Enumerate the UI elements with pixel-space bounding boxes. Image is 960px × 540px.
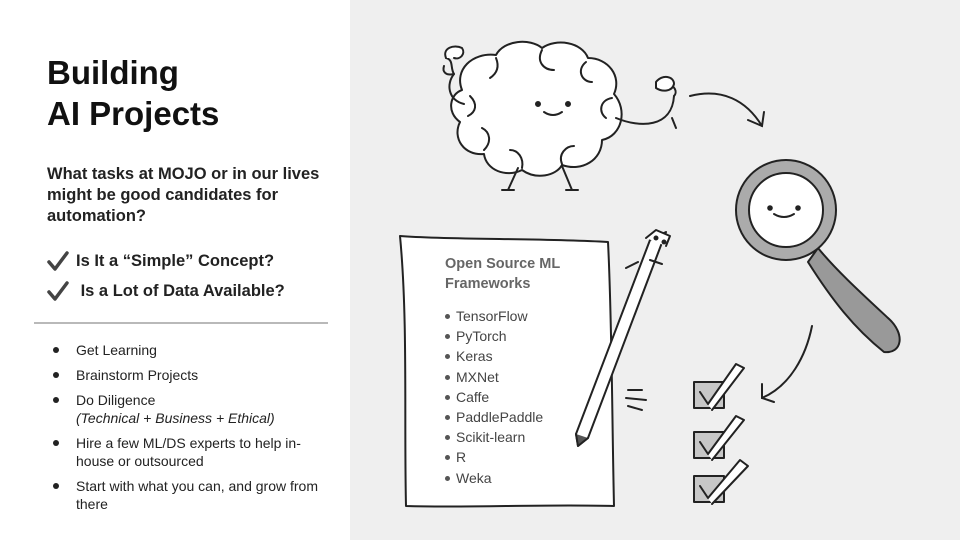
- check-label: Is a Lot of Data Available?: [76, 281, 285, 300]
- left-panel: [0, 0, 350, 540]
- list-item: [53, 366, 323, 384]
- bullet-list: [53, 341, 323, 520]
- framework-name: Weka: [456, 469, 492, 486]
- framework-name: Caffe: [456, 388, 490, 405]
- bullet-text: Hire a few ML/DS experts to help in-house or outsourced: [76, 435, 301, 469]
- list-item: [445, 346, 595, 366]
- bullet-icon: [445, 375, 450, 380]
- bullet-icon: [53, 397, 59, 403]
- question-text: What tasks at MOJO or in our lives might be good candidates for automation?: [47, 165, 320, 225]
- illustration-canvas: [350, 0, 960, 540]
- list-item: [53, 434, 323, 470]
- arrow-icon: [690, 94, 764, 126]
- list-item: [53, 477, 323, 513]
- framework-name: Keras: [456, 348, 493, 365]
- brain-icon: [443, 42, 676, 190]
- framework-name: R: [456, 449, 467, 466]
- list-item: [445, 367, 595, 387]
- bullet-icon: [445, 395, 450, 400]
- bullet-icon: [53, 347, 59, 353]
- list-item: [445, 306, 595, 326]
- framework-name: TensorFlow: [456, 308, 528, 324]
- bullet-text: Do Diligence: [76, 392, 156, 408]
- bullet-icon: [53, 483, 59, 489]
- magnifying-glass-icon: [736, 160, 900, 352]
- list-item: [445, 427, 595, 447]
- bullet-icon: [53, 372, 59, 378]
- bullet-icon: [445, 334, 450, 339]
- check-label: Is It a “Simple” Concept?: [76, 251, 275, 270]
- framework-name: Scikit-learn: [456, 429, 526, 446]
- framework-list: [445, 306, 595, 488]
- checkmark-icon: [47, 250, 69, 272]
- check-item-simple-concept: [47, 250, 274, 272]
- bullet-icon: [445, 354, 450, 359]
- framework-name: PyTorch: [456, 328, 507, 345]
- checklist-icon: [694, 364, 748, 504]
- list-item: [53, 391, 323, 427]
- framework-name: MXNet: [456, 368, 499, 385]
- title-line-1: Building: [47, 54, 179, 91]
- title-line-2: AI Projects: [47, 95, 220, 132]
- bullet-text: Start with what you can, and grow from there: [76, 478, 318, 512]
- list-item: [445, 326, 595, 346]
- check-item-data-available: [47, 280, 285, 302]
- divider: [34, 322, 328, 324]
- list-item: [445, 407, 595, 427]
- framework-name: PaddlePaddle: [456, 408, 544, 425]
- bullet-icon: [445, 415, 450, 420]
- bullet-subtext: (Technical + Business + Ethical): [76, 410, 275, 426]
- bullet-icon: [445, 455, 450, 460]
- list-item: [53, 341, 323, 359]
- bullet-icon: [445, 314, 450, 319]
- list-item: [445, 468, 595, 488]
- paper-content: [445, 254, 595, 488]
- paper-title: Open Source ML Frameworks: [445, 256, 560, 292]
- list-item: [445, 387, 595, 407]
- slide-title: [47, 52, 219, 134]
- bullet-text: Brainstorm Projects: [76, 367, 199, 383]
- checkmark-icon: [47, 280, 69, 302]
- bullet-icon: [53, 440, 59, 446]
- bullet-icon: [445, 435, 450, 440]
- arrow-icon: [762, 326, 812, 402]
- list-item: [445, 447, 595, 467]
- bullet-icon: [445, 476, 450, 481]
- bullet-text: Get Learning: [76, 342, 157, 358]
